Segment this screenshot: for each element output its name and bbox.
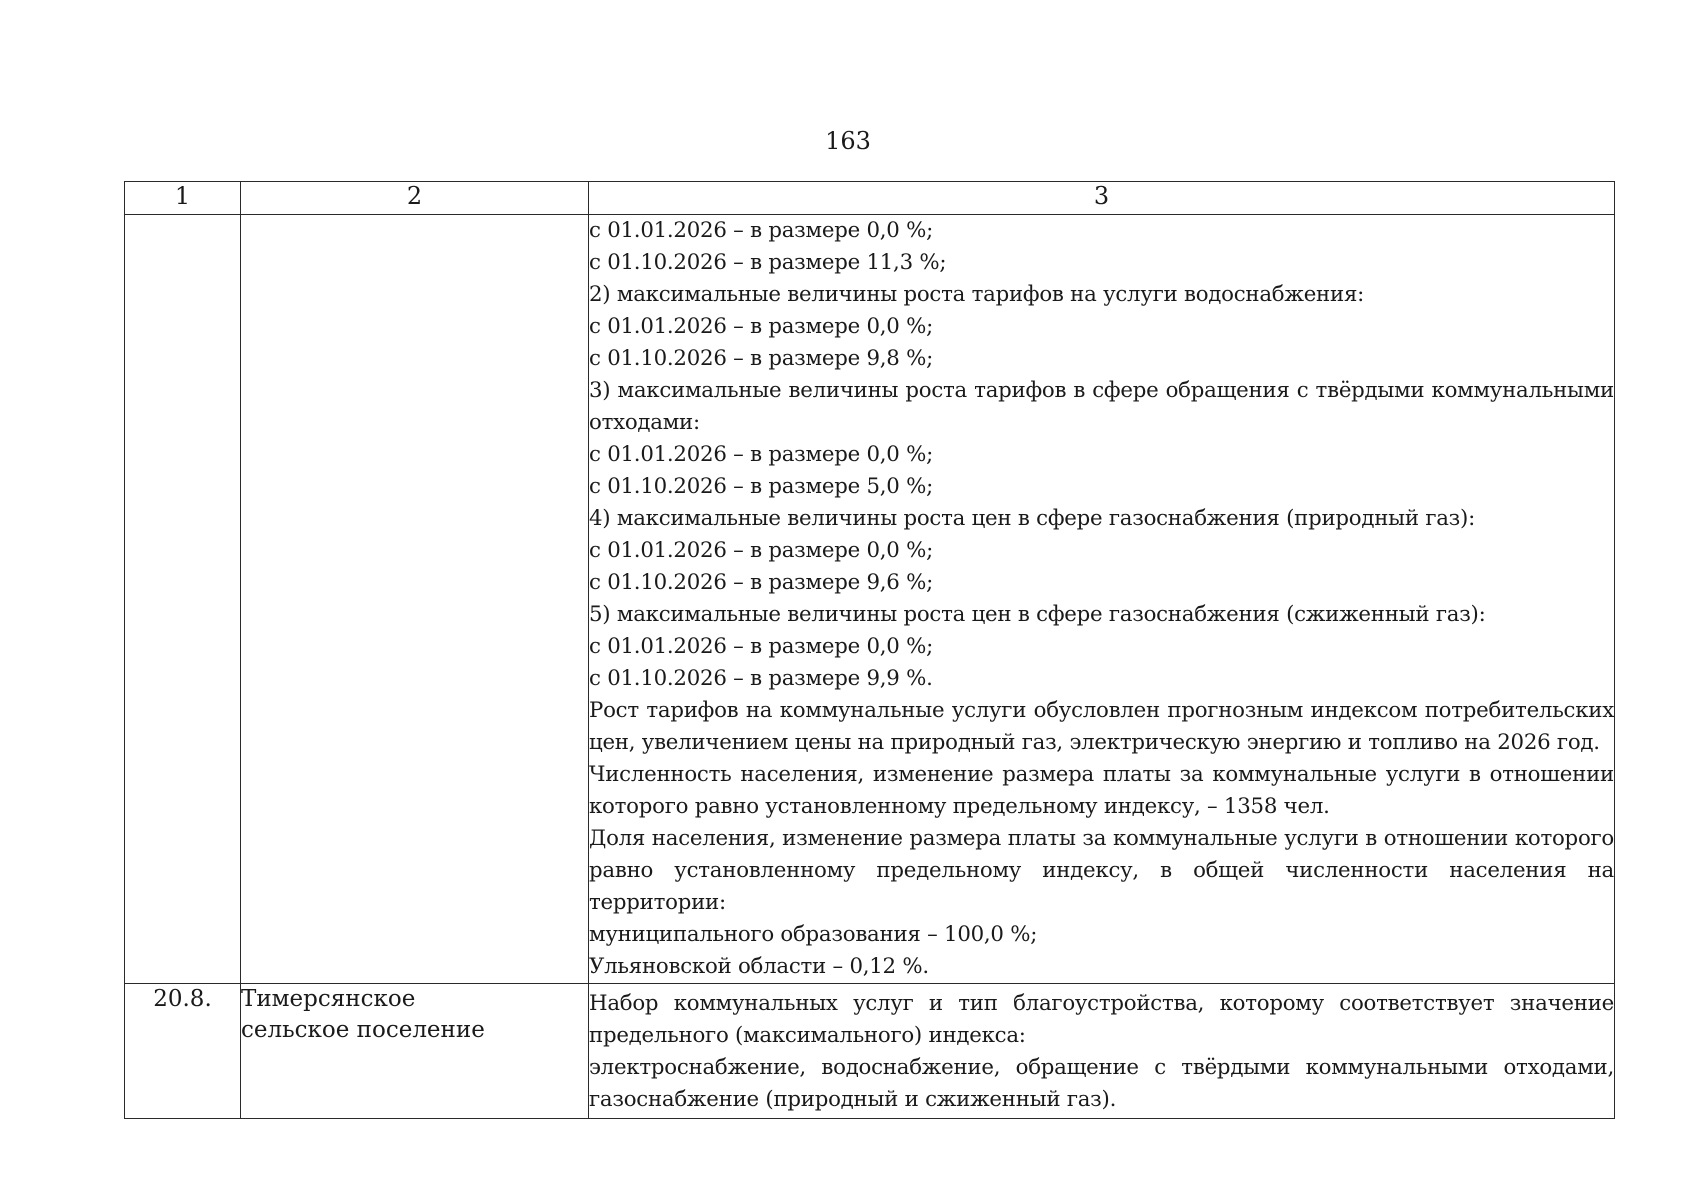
tariff-line: с 01.01.2026 – в размере 0,0 %; xyxy=(589,314,934,339)
table-row xyxy=(125,215,1615,984)
population-count-paragraph: Численность населения, изменение размера платы за коммунальные услуги в отношении которого равно установленному предельному индексу, – 1358 чел. xyxy=(589,762,1614,819)
services-list-paragraph: электроснабжение, водоснабжение, обращение с твёрдыми коммунальными отходами, газоснабжение (природный и сжиженный газ). xyxy=(589,1055,1614,1112)
column-header-number: 1 xyxy=(125,182,241,215)
section-heading-waste: 3) максимальные величины роста тарифов в сфере обращения с твёрдыми коммунальными отходами: xyxy=(589,378,1614,435)
tariff-line: с 01.01.2026 – в размере 0,0 %; xyxy=(589,538,934,563)
column-header-content: 3 xyxy=(589,182,1615,215)
row-number-cell: 20.8. xyxy=(125,984,241,1119)
section-heading-water: 2) максимальные величины роста тарифов на услуги водоснабжения: xyxy=(589,282,1365,307)
tariff-line: с 01.10.2026 – в размере 9,9 %. xyxy=(589,666,933,691)
table-header-row xyxy=(125,182,1615,215)
table-row xyxy=(125,984,1615,1119)
row-content-cell xyxy=(589,215,1615,984)
tariff-line: с 01.01.2026 – в размере 0,0 %; xyxy=(589,218,934,243)
tariff-line: с 01.10.2026 – в размере 5,0 %; xyxy=(589,474,934,499)
settlement-name-line: сельское поселение xyxy=(241,1017,485,1043)
row-number-cell xyxy=(125,215,241,984)
section-heading-liquefied-gas: 5) максимальные величины роста цен в сфере газоснабжения (сжиженный газ): xyxy=(589,602,1486,627)
section-heading-natural-gas: 4) максимальные величины роста цен в сфере газоснабжения (природный газ): xyxy=(589,506,1476,531)
page-number: 163 xyxy=(825,127,871,155)
tariff-line: с 01.01.2026 – в размере 0,0 %; xyxy=(589,442,934,467)
row-content-cell xyxy=(589,984,1615,1119)
row-name-cell xyxy=(241,215,589,984)
services-set-paragraph: Набор коммунальных услуг и тип благоустройства, которому соответствует значение предельного (максимального) индекса: xyxy=(589,991,1614,1048)
regional-share-line: Ульяновской области – 0,12 %. xyxy=(589,954,929,979)
tariff-line: с 01.10.2026 – в размере 11,3 %; xyxy=(589,250,947,275)
settlement-name-line: Тимерсянское xyxy=(241,986,416,1012)
tariff-growth-paragraph: Рост тарифов на коммунальные услуги обусловлен прогнозным индексом потребительских цен, увеличением цены на природный газ, электрическую энергию и топливо на 2026 год. xyxy=(589,698,1614,755)
row-name-cell xyxy=(241,984,589,1119)
tariff-line: с 01.10.2026 – в размере 9,8 %; xyxy=(589,346,934,371)
tariff-line: с 01.01.2026 – в размере 0,0 %; xyxy=(589,634,934,659)
municipal-share-line: муниципального образования – 100,0 %; xyxy=(589,922,1038,947)
tariff-table xyxy=(124,181,1615,1119)
column-header-name: 2 xyxy=(241,182,589,215)
tariff-line: с 01.10.2026 – в размере 9,6 %; xyxy=(589,570,934,595)
population-share-paragraph: Доля населения, изменение размера платы за коммунальные услуги в отношении которого равно установленному предельному индексу, в общей численности населения на территории: xyxy=(589,826,1614,915)
